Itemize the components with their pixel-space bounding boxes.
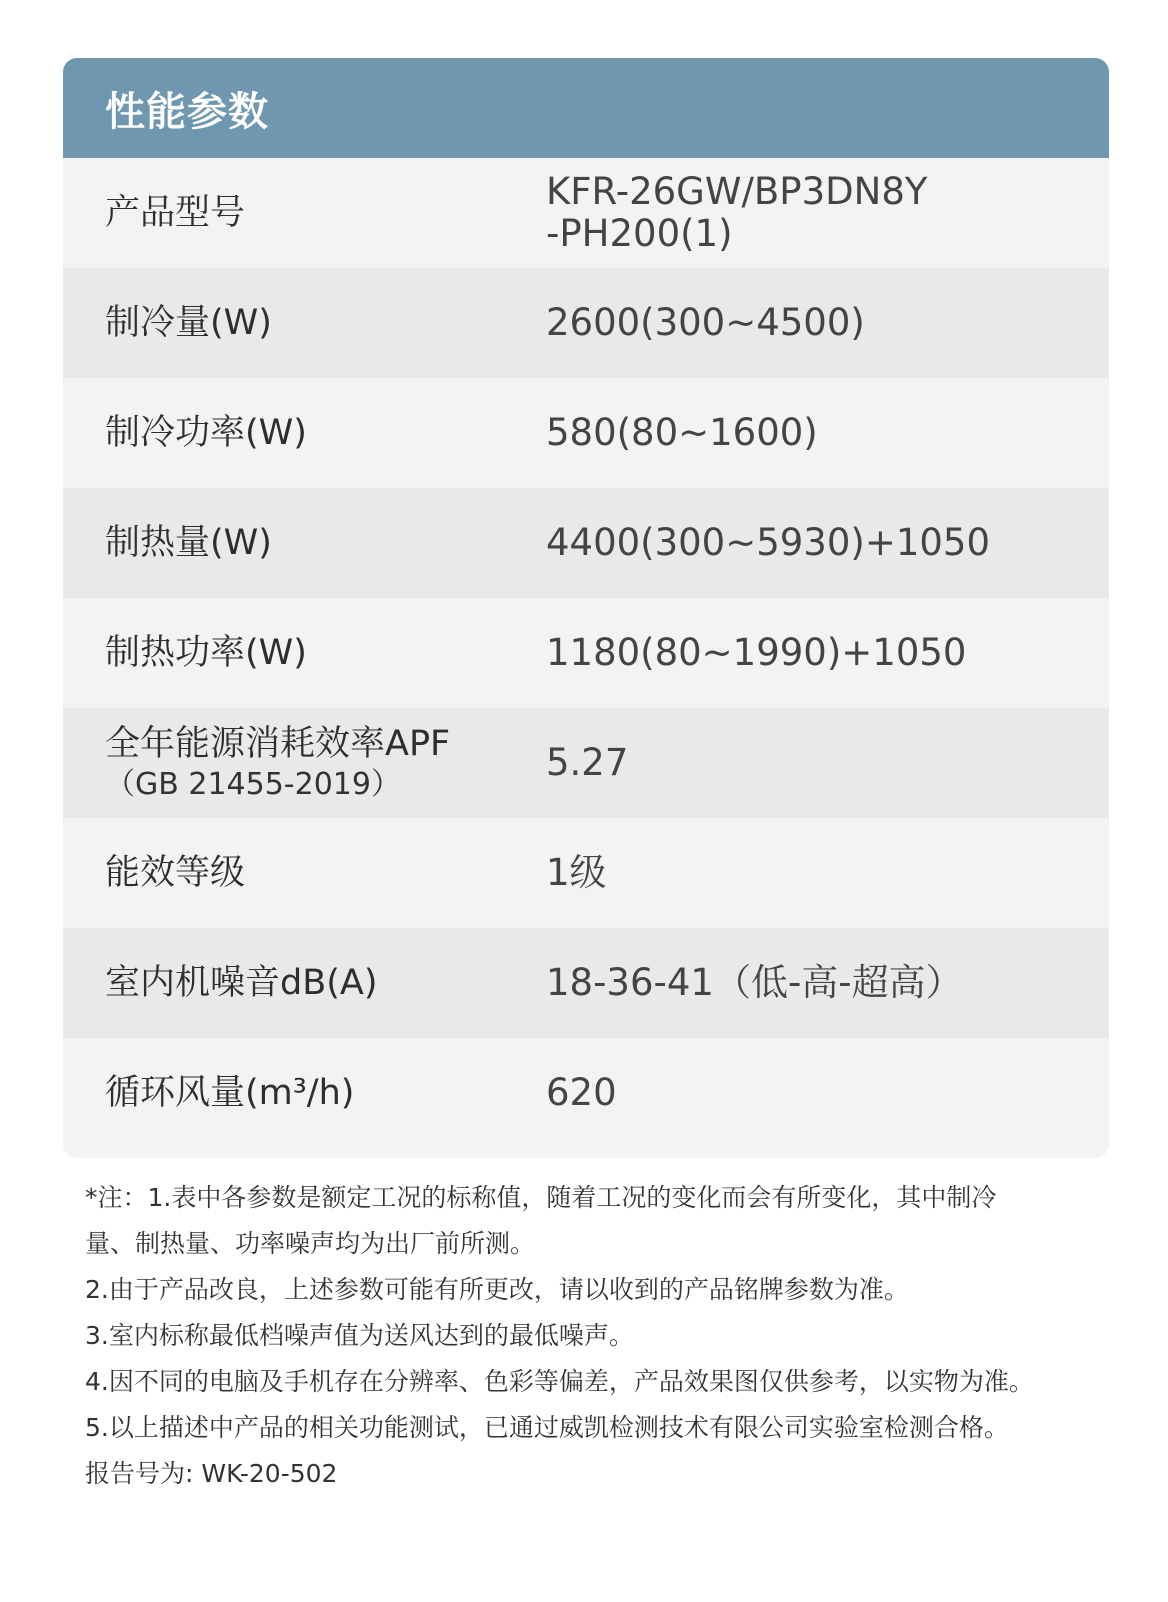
spec-value: 620 (546, 1070, 617, 1114)
spec-label (105, 1038, 525, 1148)
footnote-line: 3.室内标称最低档噪声值为送风达到的最低噪声。 (85, 1321, 634, 1350)
footnote-line: 量、制热量、功率噪声均为出厂前所测。 (85, 1229, 536, 1258)
spec-label (105, 818, 525, 928)
spec-label-text: 循环风量(m³/h) (105, 1073, 355, 1113)
spec-value: 580(80~1600) (546, 410, 818, 454)
spec-row-cooling-capacity (63, 268, 1109, 378)
footnote-line: *注：1.表中各参数是额定工况的标称值，随着工况的变化而会有所变化，其中制冷 (85, 1183, 997, 1212)
spec-row-energy-grade (63, 818, 1109, 928)
footnote-line: 报告号为: WK-20-502 (85, 1459, 338, 1488)
spec-table (63, 58, 1109, 1158)
spec-row-airflow (63, 1038, 1109, 1148)
spec-row-cooling-power (63, 378, 1109, 488)
spec-row-model (63, 158, 1109, 268)
spec-row-heating-power (63, 598, 1109, 708)
spec-table-header (63, 58, 1109, 158)
footnotes (85, 1175, 1095, 1497)
spec-label (105, 928, 525, 1038)
spec-label (105, 708, 525, 818)
spec-label (105, 378, 525, 488)
footnote-line: 5.以上描述中产品的相关功能测试，已通过威凯检测技术有限公司实验室检测合格。 (85, 1413, 1009, 1442)
spec-label-text: 产品型号 (105, 193, 246, 233)
spec-label-text: 制热功率(W) (105, 633, 307, 673)
spec-value: KFR-26GW/BP3DN8Y -PH200(1) (546, 169, 928, 255)
spec-table-title: 性能参数 (105, 88, 269, 135)
spec-sublabel-text: （GB 21455-2019） (105, 767, 401, 802)
spec-value: 4400(300~5930)+1050 (546, 520, 990, 564)
spec-label (105, 158, 525, 268)
spec-label-text: 能效等级 (105, 853, 246, 893)
spec-label (105, 598, 525, 708)
spec-row-apf (63, 708, 1109, 818)
spec-label (105, 488, 525, 598)
spec-value: 2600(300~4500) (546, 300, 865, 344)
footnote-line: 2.由于产品改良，上述参数可能有所更改，请以收到的产品铭牌参数为准。 (85, 1275, 909, 1304)
spec-label-text: 制热量(W) (105, 523, 272, 563)
spec-value: 18-36-41（低-高-超高） (546, 960, 963, 1004)
spec-row-heating-capacity (63, 488, 1109, 598)
spec-label-text: 室内机噪音dB(A) (105, 963, 378, 1003)
spec-label-text: 制冷功率(W) (105, 413, 307, 453)
spec-label (105, 268, 525, 378)
footnote-line: 4.因不同的电脑及手机存在分辨率、色彩等偏差，产品效果图仅供参考，以实物为准。 (85, 1367, 1034, 1396)
spec-label-text: 制冷量(W) (105, 303, 272, 343)
spec-row-indoor-noise (63, 928, 1109, 1038)
spec-value: 1级 (546, 850, 607, 894)
spec-value: 1180(80~1990)+1050 (546, 630, 967, 674)
spec-label-text: 全年能源消耗效率APF (105, 724, 451, 764)
spec-value: 5.27 (546, 740, 629, 784)
